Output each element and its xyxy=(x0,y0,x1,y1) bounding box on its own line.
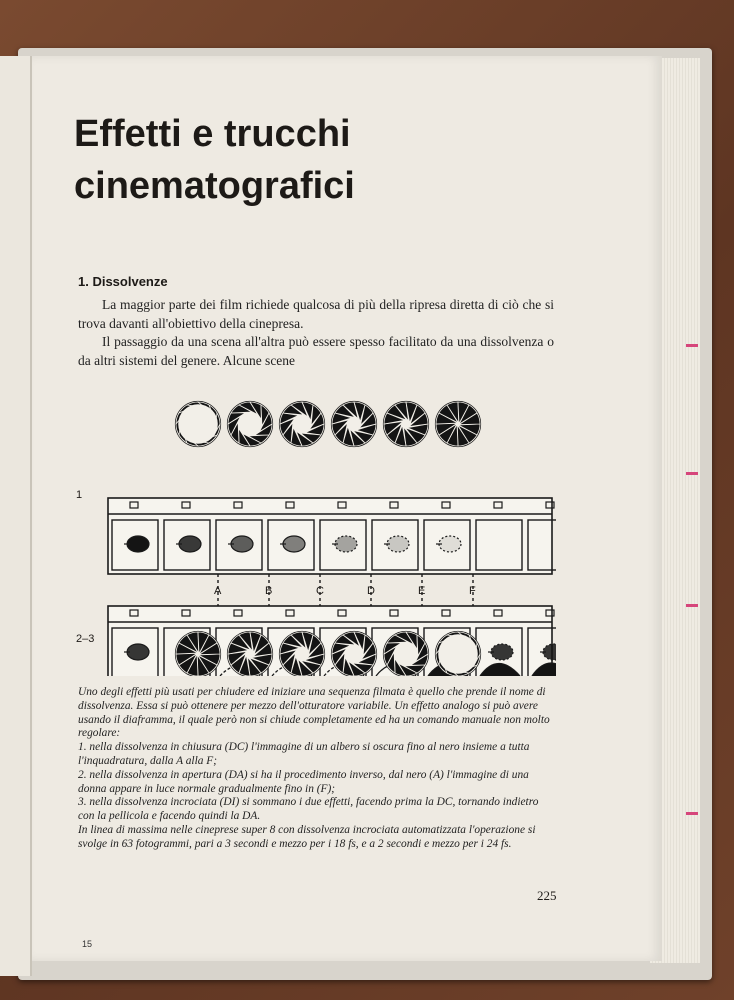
bookmark-tab xyxy=(686,604,698,607)
film-strip-top xyxy=(108,498,556,574)
aperture-icon xyxy=(436,402,480,446)
paragraph: La maggior parte dei film richiede qualcosa di più della ripresa diretta di ciò che si trova davanti all'obiettivo della cinepresa. xyxy=(78,297,554,331)
aperture-icon xyxy=(176,402,220,446)
aperture-icon xyxy=(228,632,272,676)
aperture-icon xyxy=(384,632,428,676)
title-line-1: Effetti e trucchi xyxy=(74,113,351,155)
book-page xyxy=(32,56,662,961)
signature-number: 15 xyxy=(82,939,93,949)
film-strip-bottom xyxy=(108,606,556,676)
paragraph: Il passaggio da una scena all'altra può essere spesso facilitato da una dissolvenza o da altri sistemi del genere. Alcune scene xyxy=(78,334,554,368)
frame-markers xyxy=(214,574,476,606)
aperture-icon xyxy=(436,632,480,676)
frame-marker-label: E xyxy=(418,585,426,597)
caption-line: Uno degli effetti più usati per chiudere ed iniziare una sequenza filmata è quello che prende il nome di dissolvenza. Essa si può ottenere per mezzo dell'otturatore variabile. Un effetto analogo si può avere usando il diaframma, il quale però non si chiude completamente ed ha un comando manuale non molto regolare: xyxy=(78,686,550,740)
caption-line: 1. nella dissolvenza in chiusura (DC) l'immagine di un albero si oscura fino al nero insieme a tutta l'inquadratura, dalla A alla F; xyxy=(78,741,530,767)
page-number: 225 xyxy=(537,888,557,903)
caption-line: 3. nella dissolvenza incrociata (DI) si sommano i due effetti, facendo prima la DC, tornando indietro con la pellicola e facendo quindi la DA. xyxy=(78,796,539,823)
dissolve-illustration xyxy=(72,394,556,676)
caption-line: 2. nella dissolvenza in apertura (DA) si ha il procedimento inverso, dal nero (A) l'immagine di una donna appare in luce normale gradualmente fino in (F); xyxy=(78,768,529,795)
figure-label-1: 1 xyxy=(76,489,83,501)
body-text xyxy=(78,296,554,370)
aperture-icon xyxy=(228,402,272,446)
figure-label-2-3: 2–3 xyxy=(76,633,95,645)
aperture-row-top xyxy=(176,402,480,446)
frame-marker-label: A xyxy=(214,585,222,597)
left-page-edge xyxy=(0,56,32,976)
frame-marker-label: B xyxy=(265,585,273,597)
aperture-icon xyxy=(332,632,376,676)
figure-caption xyxy=(78,686,554,852)
caption-line: In linea di massima nelle cineprese super 8 con dissolvenza incrociata automatizzata l'operazione si svolge in 63 fotogrammi, pari a 3 secondi e mezzo per i 18 fs, e a 2 secondi e mezzo per i 24 fs. xyxy=(78,823,536,850)
page-title xyxy=(74,108,594,212)
aperture-icon xyxy=(280,632,324,676)
frame-marker-label: C xyxy=(316,585,324,597)
bookmark-tab xyxy=(686,344,698,347)
section-heading: 1. Dissolvenze xyxy=(78,274,168,289)
frame-marker-label: F xyxy=(469,585,476,597)
aperture-icon xyxy=(280,402,324,446)
bookmark-tab xyxy=(686,472,698,475)
bookmark-tab xyxy=(686,812,698,815)
frame-marker-label: D xyxy=(367,585,375,597)
aperture-icon xyxy=(332,402,376,446)
aperture-icon xyxy=(176,632,220,676)
aperture-icon xyxy=(384,402,428,446)
title-line-2: cinematografici xyxy=(74,165,355,207)
